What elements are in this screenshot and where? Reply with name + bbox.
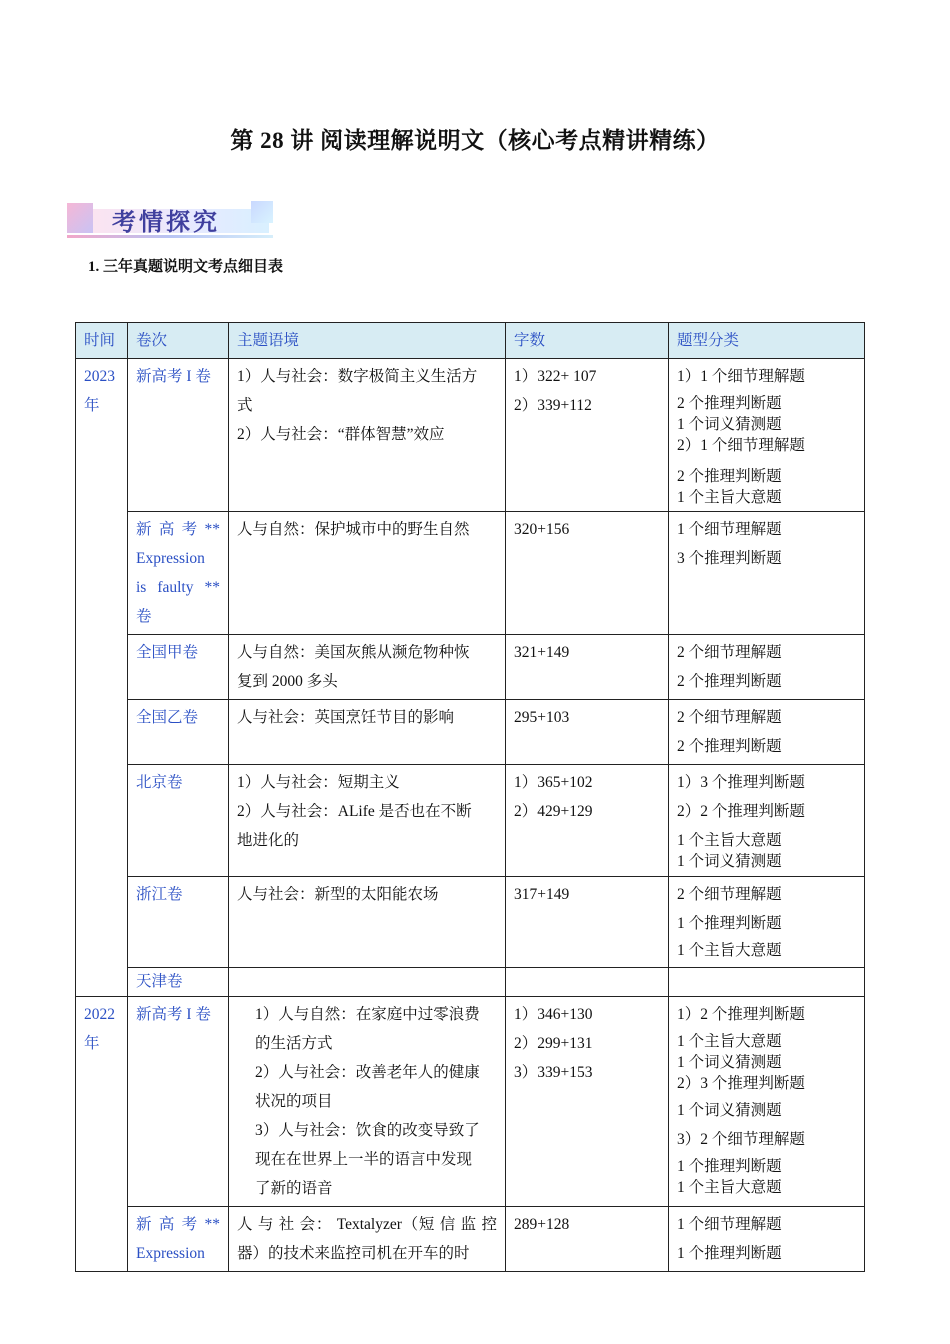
count-cell: 317+149	[506, 877, 669, 968]
topic-cell	[229, 635, 506, 700]
topic-line: 复到 2000 多头	[237, 673, 338, 690]
table-row	[76, 635, 865, 700]
table-row	[76, 997, 865, 1207]
paper-line: 新 高 考 **	[136, 521, 220, 538]
topic-line: 状况的项目	[255, 1093, 333, 1110]
count-line: 2）339+112	[514, 397, 592, 414]
section-banner	[67, 199, 273, 241]
type-line: 1 个词义猜测题	[677, 853, 782, 870]
count-line: 2）299+131	[514, 1035, 593, 1052]
paper-cell: 新高考 I 卷	[128, 997, 229, 1207]
type-line: 1）3 个推理判断题	[677, 774, 805, 791]
type-line: 2 个推理判断题	[677, 395, 782, 412]
paper-cell: 天津卷	[128, 968, 229, 997]
type-cell	[669, 635, 865, 700]
page-title: 第 28 讲 阅读理解说明文（核心考点精讲精练）	[230, 128, 720, 153]
table-row	[76, 1207, 865, 1272]
count-line: 1）346+130	[514, 1006, 593, 1023]
type-line: 2 个推理判断题	[677, 468, 782, 485]
paper-cell: 新高考 I 卷	[128, 359, 229, 512]
table-row	[76, 877, 865, 968]
count-cell: 321+149	[506, 635, 669, 700]
count-cell	[506, 997, 669, 1207]
topic-line: 2）人与社会：改善老年人的健康	[255, 1064, 480, 1081]
topic-line: 式	[237, 397, 253, 414]
table-row	[76, 512, 865, 635]
header-type: 题型分类	[669, 323, 865, 359]
count-cell: 295+103	[506, 700, 669, 765]
type-line: 3）2 个细节理解题	[677, 1131, 805, 1148]
type-line: 2 个细节理解题	[677, 886, 782, 903]
paper-cell: 全国乙卷	[128, 700, 229, 765]
header-topic: 主题语境	[229, 323, 506, 359]
table-row	[76, 359, 865, 512]
paper-cell: 北京卷	[128, 765, 229, 877]
type-cell	[669, 997, 865, 1207]
banner-text: 考情探究	[112, 208, 220, 236]
type-cell	[669, 512, 865, 635]
type-line: 1 个主旨大意题	[677, 832, 782, 849]
type-line: 2 个推理判断题	[677, 673, 782, 690]
paper-cell	[128, 512, 229, 635]
paper-line: Expression	[136, 1245, 205, 1262]
type-line: 1 个推理判断题	[677, 915, 782, 932]
exam-table	[75, 322, 865, 1272]
topic-line: 1）人与社会：数字极简主义生活方	[237, 368, 478, 385]
type-line: 1 个主旨大意题	[677, 1179, 782, 1196]
type-cell	[669, 1207, 865, 1272]
paper-line: is faulty **	[136, 579, 220, 596]
type-line: 2）1 个细节理解题	[677, 437, 805, 454]
topic-cell	[229, 968, 506, 997]
type-line: 2）2 个推理判断题	[677, 803, 805, 820]
type-line: 2 个推理判断题	[677, 738, 782, 755]
table-row	[76, 765, 865, 877]
type-line: 1 个主旨大意题	[677, 942, 782, 959]
topic-cell	[229, 997, 506, 1207]
type-line: 1 个细节理解题	[677, 1216, 782, 1233]
paper-line: Expression	[136, 550, 205, 567]
count-cell	[506, 765, 669, 877]
topic-line: 器）的技术来监控司机在开车的时	[237, 1245, 470, 1262]
type-line: 2 个细节理解题	[677, 644, 782, 661]
count-cell	[506, 968, 669, 997]
topic-line: 1）人与自然：在家庭中过零浪费	[255, 1006, 480, 1023]
type-line: 1）1 个细节理解题	[677, 368, 805, 385]
subheading: 1. 三年真题说明文考点细目表	[88, 259, 284, 275]
header-time: 时间	[76, 323, 128, 359]
type-cell	[669, 700, 865, 765]
year-cell-2022	[76, 997, 128, 1272]
type-line: 1 个词义猜测题	[677, 1054, 782, 1071]
header-paper: 卷次	[128, 323, 229, 359]
topic-line: 地进化的	[237, 832, 300, 849]
topic-cell: 人与社会：英国烹饪节目的影响	[229, 700, 506, 765]
count-line: 2）429+129	[514, 803, 593, 820]
table-row	[76, 700, 865, 765]
type-cell	[669, 877, 865, 968]
type-line: 1 个主旨大意题	[677, 1033, 782, 1050]
table-row	[76, 968, 865, 997]
type-line: 1 个细节理解题	[677, 521, 782, 538]
topic-line: 2）人与社会：“群体智慧”效应	[237, 426, 445, 443]
year-suffix: 年	[84, 1035, 100, 1052]
year-label: 2023	[84, 368, 115, 385]
paper-cell: 浙江卷	[128, 877, 229, 968]
type-cell	[669, 359, 865, 512]
topic-line: 3）人与社会：饮食的改变导致了	[255, 1122, 480, 1139]
count-cell: 320+156	[506, 512, 669, 635]
topic-line: 人与自然：美国灰熊从濒危物种恢	[237, 644, 470, 661]
count-line: 1）322+ 107	[514, 368, 597, 385]
count-cell	[506, 359, 669, 512]
year-suffix: 年	[84, 397, 100, 414]
type-line: 2）3 个推理判断题	[677, 1075, 805, 1092]
banner-square-left	[67, 203, 93, 233]
topic-cell	[229, 765, 506, 877]
topic-cell	[229, 1207, 506, 1272]
topic-line: 2）人与社会：ALife 是否也在不断	[237, 803, 472, 820]
type-line: 3 个推理判断题	[677, 550, 782, 567]
count-line: 3）339+153	[514, 1064, 593, 1081]
type-line: 1 个推理判断题	[677, 1158, 782, 1175]
paper-line: 卷	[136, 608, 152, 625]
topic-line: 的生活方式	[255, 1035, 333, 1052]
type-line: 1）2 个推理判断题	[677, 1006, 805, 1023]
header-count: 字数	[506, 323, 669, 359]
paper-cell	[128, 1207, 229, 1272]
topic-line: 人 与 社 会： Textalyzer（短 信 监 控	[237, 1216, 497, 1233]
year-cell-2023	[76, 359, 128, 997]
paper-line: 新 高 考 **	[136, 1216, 220, 1233]
topic-cell: 人与自然：保护城市中的野生自然	[229, 512, 506, 635]
table-header-row	[76, 323, 865, 359]
topic-line: 现在在世界上一半的语言中发现	[255, 1151, 473, 1168]
banner-square-right	[251, 201, 273, 223]
type-line: 1 个词义猜测题	[677, 416, 782, 433]
topic-cell: 人与社会：新型的太阳能农场	[229, 877, 506, 968]
type-line: 1 个主旨大意题	[677, 489, 782, 506]
topic-cell	[229, 359, 506, 512]
type-line: 1 个词义猜测题	[677, 1102, 782, 1119]
count-cell: 289+128	[506, 1207, 669, 1272]
type-line: 2 个细节理解题	[677, 709, 782, 726]
type-cell	[669, 765, 865, 877]
topic-line: 1）人与社会：短期主义	[237, 774, 400, 791]
type-line: 1 个推理判断题	[677, 1245, 782, 1262]
count-line: 1）365+102	[514, 774, 593, 791]
year-label: 2022	[84, 1006, 115, 1023]
topic-line: 了新的语音	[255, 1180, 333, 1197]
type-cell	[669, 968, 865, 997]
paper-cell: 全国甲卷	[128, 635, 229, 700]
